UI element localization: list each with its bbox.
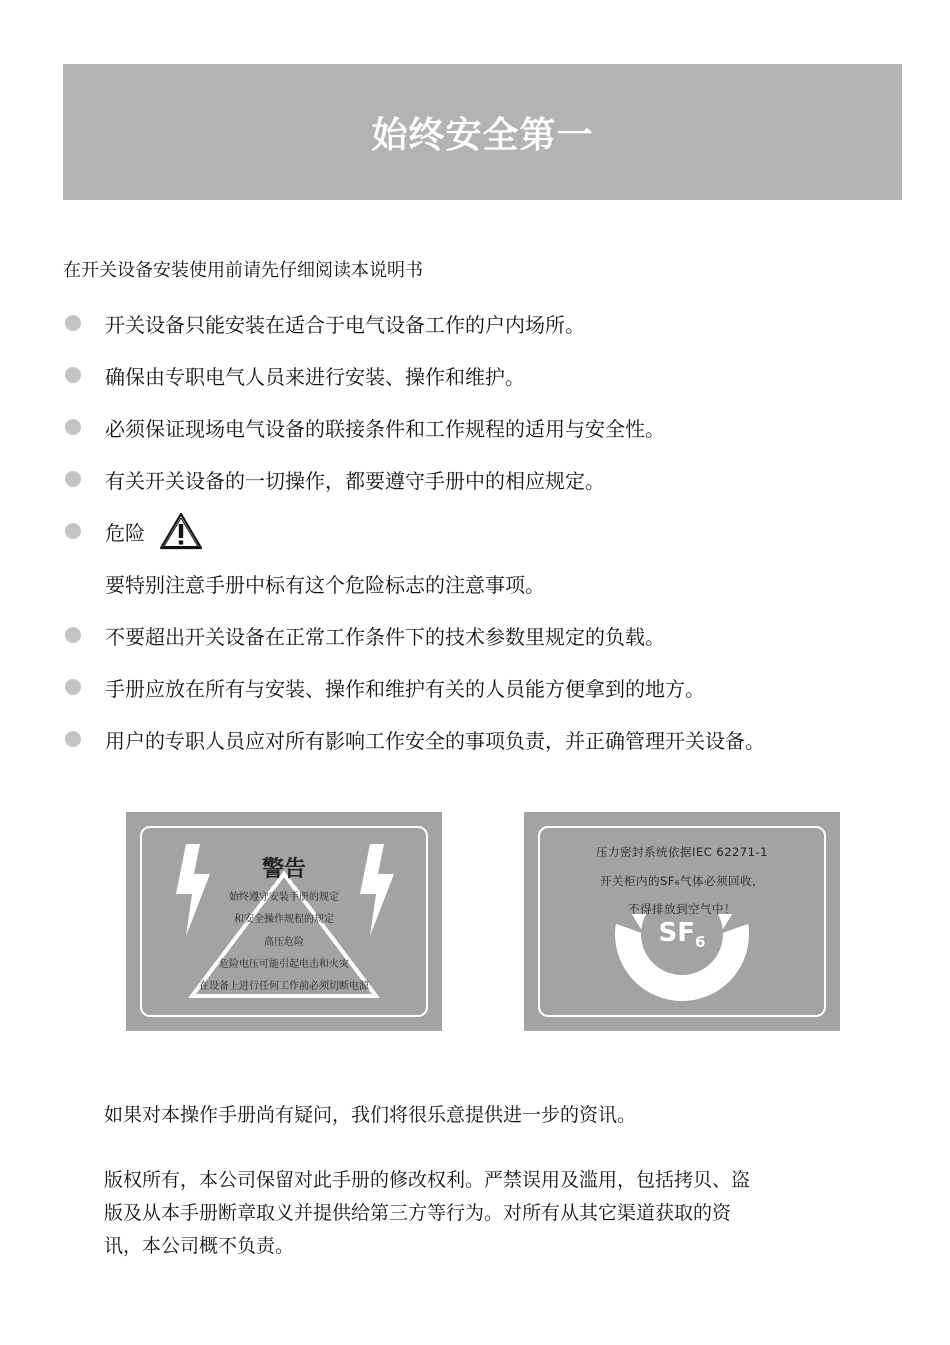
list-item-text: 确保由专职电气人员来进行安装、操作和维护。 (105, 364, 525, 389)
danger-note: 要特别注意手册中标有这个危险标志的注意事项。 (105, 572, 545, 597)
safety-list (63, 297, 923, 765)
bullet-icon (65, 367, 81, 383)
sf6-line: 不得排放到空气中！ (628, 902, 736, 916)
list-item (63, 401, 923, 453)
contact-text: 如果对本操作手册尚有疑问，我们将很乐意提供进一步的资讯。 (104, 1104, 637, 1126)
warning-line: 始终遵守安装手册的规定 (229, 892, 339, 903)
sf6-line: 压力密封系统依据IEC 62271-1 (596, 845, 768, 859)
copyright-line: 版及从本手册断章取义并提供给第三方等行为。对所有从其它渠道获取的资 (104, 1202, 732, 1224)
bullet-icon (65, 471, 81, 487)
page-title: 始终安全第一 (371, 114, 594, 156)
list-item-text: 手册应放在所有与安装、操作和维护有关的人员能方便拿到的地方。 (105, 676, 705, 701)
warning-line: 和安全操作规程的规定 (234, 914, 334, 925)
list-item (63, 349, 923, 401)
warning-label (126, 812, 442, 1031)
copyright-line: 版权所有，本公司保留对此手册的修改权利。严禁误用及滥用，包括拷贝、盗 (104, 1169, 751, 1191)
sf6-label (524, 812, 840, 1031)
warning-line: 在设备上进行任何工作前必须切断电源 (199, 981, 369, 992)
warning-line: 高压危险 (264, 937, 304, 948)
sf6-emblem (524, 918, 840, 951)
list-item (63, 661, 923, 713)
sf6-emblem-text: SF (658, 918, 696, 948)
sf6-line: 开关柜内的SF₆气体必须回收， (599, 874, 765, 888)
list-item (63, 609, 923, 661)
warning-line: 危险电压可能引起电击和火灾 (219, 959, 349, 970)
list-item-danger (63, 505, 923, 557)
list-item-text: 开关设备只能安装在适合于电气设备工作的户内场所。 (105, 312, 585, 337)
list-item-text: 不要超出开关设备在正常工作条件下的技术参数里规定的负载。 (105, 624, 665, 649)
list-item (63, 297, 923, 349)
danger-label: 危险 (105, 520, 145, 545)
bullet-icon (65, 419, 81, 435)
bullet-icon (65, 679, 81, 695)
bullet-icon (65, 315, 81, 331)
list-item-text: 必须保证现场电气设备的联接条件和工作规程的适用与安全性。 (105, 416, 665, 441)
copyright-text (104, 1164, 750, 1263)
bullet-icon (65, 731, 81, 747)
bullet-icon (65, 627, 81, 643)
warning-triangle-icon (159, 511, 203, 551)
list-item (63, 453, 923, 505)
list-item-text: 用户的专职人员应对所有影响工作安全的事项负责，并正确管理开关设备。 (105, 728, 765, 753)
bullet-icon (65, 523, 81, 539)
list-item (63, 713, 923, 765)
title-banner (63, 64, 902, 200)
sf6-emblem-subscript: 6 (695, 933, 706, 952)
warning-title: 警告 (261, 857, 306, 882)
list-item-text: 有关开关设备的一切操作，都要遵守手册中的相应规定。 (105, 468, 605, 493)
intro-text: 在开关设备安装使用前请先仔细阅读本说明书 (63, 260, 423, 281)
copyright-line: 讯，本公司概不负责。 (104, 1235, 295, 1257)
